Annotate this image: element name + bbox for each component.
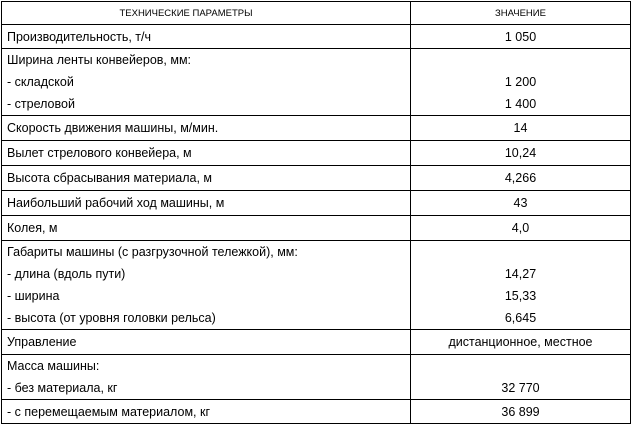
mass-loaded-value: 36 899 [411, 400, 631, 424]
mass-loaded-label: - с перемещаемым материалом, кг [2, 400, 411, 424]
mass-label: Масса машины: [7, 359, 100, 373]
reach-value: 10,24 [411, 141, 631, 166]
table-row-drop-height [2, 166, 631, 191]
table-row-control [2, 330, 631, 355]
control-label: Управление [2, 330, 411, 355]
productivity-value: 1 050 [411, 25, 631, 49]
speed-label: Скорость движения машины, м/мин. [2, 116, 411, 141]
dimensions-cell [2, 241, 411, 330]
header-value: ЗНАЧЕНИЕ [411, 2, 631, 25]
dimensions-height-value: 6,645 [504, 311, 537, 325]
table-row-reach [2, 141, 631, 166]
mass-empty-value: 32 770 [501, 381, 540, 395]
reach-label: Вылет стрелового конвейера, м [2, 141, 411, 166]
dimensions-length-value: 14,27 [504, 267, 537, 281]
dimensions-length-label: - длина (вдоль пути) [7, 267, 126, 281]
mass-empty-label: - без материала, кг [7, 381, 118, 395]
belt-storage-value: 1 200 [504, 75, 537, 89]
control-value: дистанционное, местное [411, 330, 631, 355]
drop-height-label: Высота сбрасывания материала, м [2, 166, 411, 191]
gauge-label: Колея, м [2, 216, 411, 241]
table-row-mass-loaded [2, 400, 631, 424]
dimensions-height-label: - высота (от уровня головки рельса) [7, 311, 216, 325]
travel-value: 43 [411, 191, 631, 216]
gauge-value: 4,0 [411, 216, 631, 241]
belt-width-cell [2, 49, 411, 116]
dimensions-values [411, 241, 631, 330]
travel-label: Наибольший рабочий ход машины, м [2, 191, 411, 216]
table-row-mass [2, 355, 631, 400]
dimensions-width-label: - ширина [7, 289, 60, 303]
header-param: ТЕХНИЧЕСКИЕ ПАРАМЕТРЫ [2, 2, 411, 25]
dimensions-width-value: 15,33 [504, 289, 537, 303]
table-row-gauge [2, 216, 631, 241]
table-row-speed [2, 116, 631, 141]
belt-boom-label: - стреловой [7, 97, 75, 111]
mass-values [411, 355, 631, 400]
dimensions-label: Габариты машины (с разгрузочной тележкой), мм: [7, 245, 298, 259]
belt-width-values [411, 49, 631, 116]
table-row-travel [2, 191, 631, 216]
table-row-productivity [2, 25, 631, 49]
table-row-dimensions [2, 241, 631, 330]
belt-boom-value: 1 400 [504, 97, 537, 111]
table-header-row [2, 2, 631, 25]
spec-table [1, 1, 631, 424]
belt-storage-label: - складской [7, 75, 74, 89]
productivity-label: Производительность, т/ч [2, 25, 411, 49]
table-row-belt-width [2, 49, 631, 116]
mass-cell [2, 355, 411, 400]
drop-height-value: 4,266 [411, 166, 631, 191]
belt-width-label: Ширина ленты конвейеров, мм: [7, 53, 192, 67]
speed-value: 14 [411, 116, 631, 141]
